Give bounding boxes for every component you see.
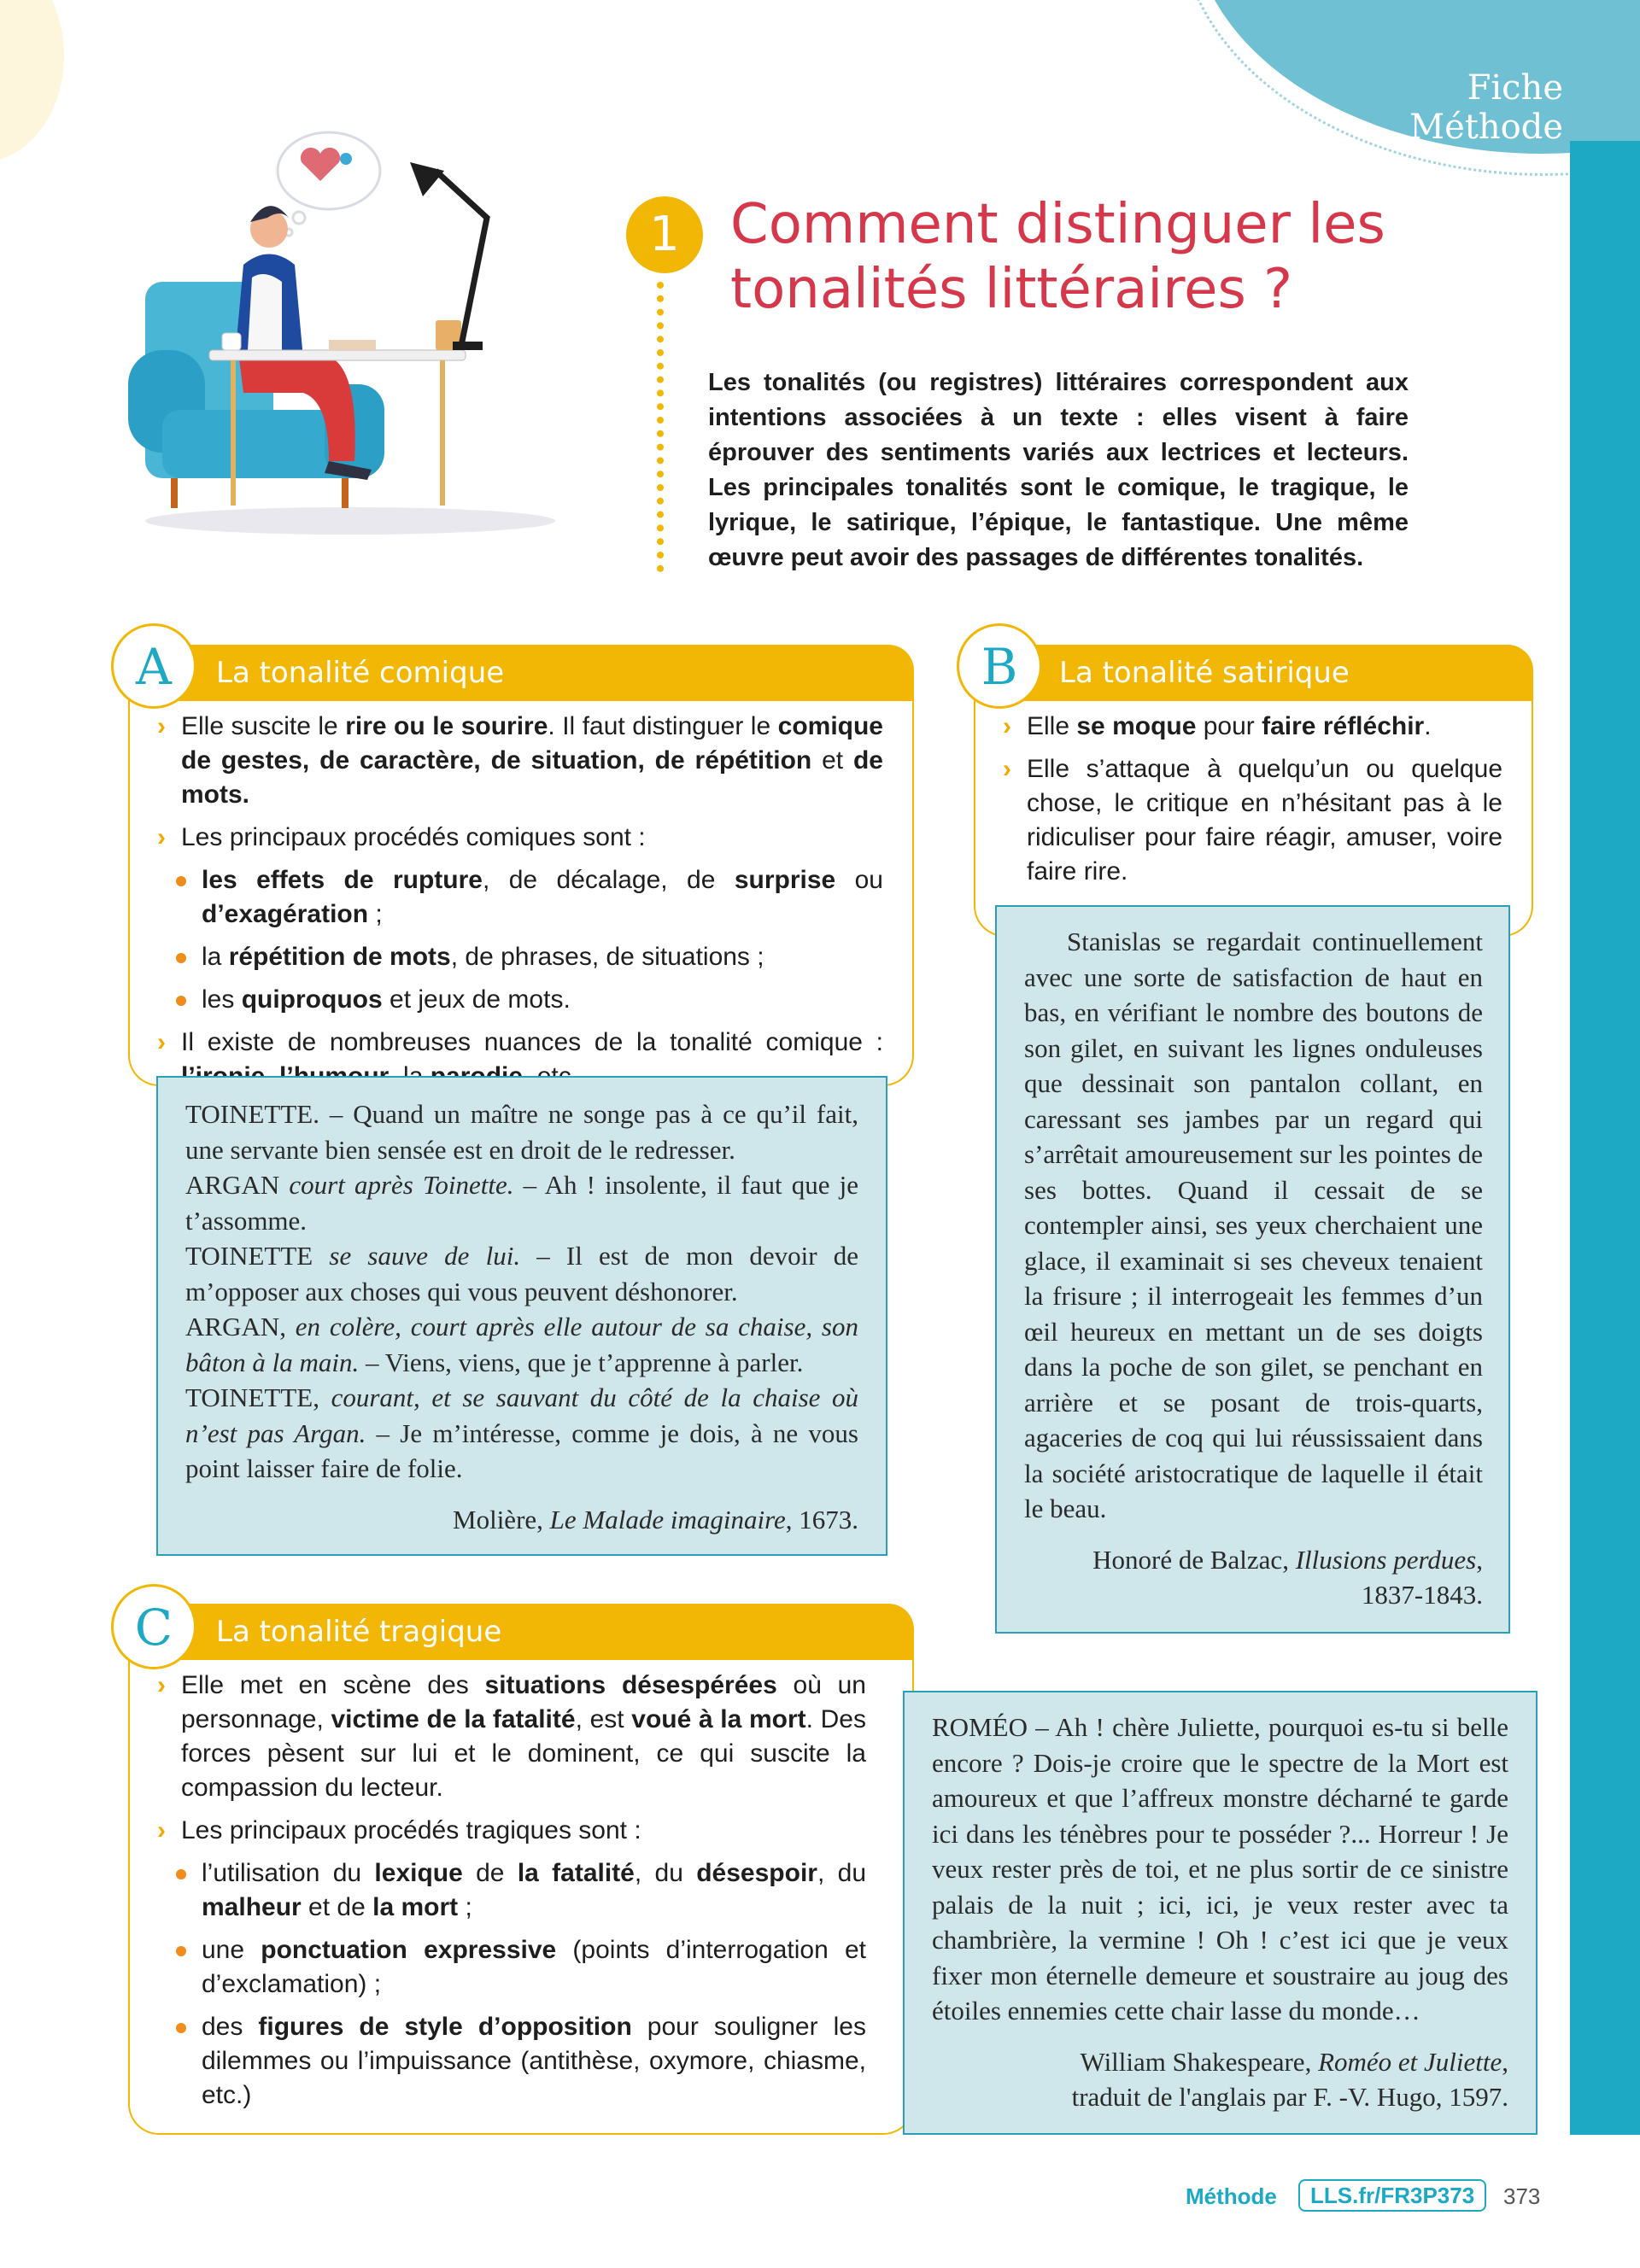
intro-paragraph: Les tonalités (ou registres) littéraires correspondent aux intentions associées à un texte : elles visent à faire éprouver des sentiments variés aux lectrices et lecteurs. Les principales tonalités sont le comique, le tragique, le lyrique, le satirique, l’épique, le fantastique. Une même œuvre peut avoir des passages de différentes tonalités. — [708, 369, 1409, 571]
chevron-right-icon: › — [157, 823, 166, 851]
list-item: › Elle suscite le rire ou le sourire. Il faut distinguer le comique de gestes, de caractère, de situation, de répétition et de mots. — [157, 710, 883, 812]
chevron-right-icon: › — [1003, 712, 1011, 740]
bullet-dot-icon — [176, 1869, 186, 1879]
quote-text: TOINETTE. – Quand un maître ne songe pas à ce qu’il fait, une servante bien sensée est en droit de le redresser. ARGAN court après Toinette. – Ah ! insolente, il faut que je t’assomme. TOINETTE se sauve de lui. – Il est de mon devoir de m’opposer aux choses qui vous peuvent déshonorer. ARGAN, en colère, court après elle autour de sa chaise, son bâton à la main. – Viens, viens, que je t’apprenne à parler. TOINETTE, courant, et se sauvant du côté de la chaise où n’est pas Argan. – Je m’intéresse, comme je dois, à ne vous point laisser faire de folie. — [185, 1099, 859, 1483]
reader-at-desk-illustration — [128, 128, 564, 538]
bullet-dot-icon — [176, 1946, 186, 1956]
bullet-dot-icon — [176, 2023, 186, 2033]
section-a — [128, 645, 914, 1084]
bullet-dot-icon — [176, 953, 186, 963]
quote-box-shakespeare — [903, 1691, 1538, 2135]
section-a-header — [128, 645, 914, 701]
section-b-body — [974, 701, 1533, 937]
chevron-right-icon: › — [157, 712, 166, 740]
quote-box-balzac — [995, 905, 1510, 1634]
section-letter-a: A — [111, 623, 196, 709]
list-item: › Elle s’attaque à quelqu’un ou quelque chose, le critique en n’hésitant pas à le ridiculiser pour faire réagir, amuser, voire faire rire. — [1003, 752, 1502, 889]
page-title-line: tonalités littéraires ? — [730, 258, 1293, 321]
quote-source: Honoré de Balzac, Illusions perdues, 1837-1843. — [1092, 1544, 1483, 1610]
list-item: › Les principaux procédés tragiques sont : — [157, 1814, 866, 1848]
section-letter-c: C — [111, 1584, 196, 1669]
page-title-line: Comment distinguer les — [730, 193, 1385, 256]
section-c-title: La tonalité tragique — [216, 1615, 502, 1649]
list-item: › Elle se moque pour faire réfléchir. — [1003, 710, 1502, 744]
section-letter-b: B — [957, 623, 1042, 709]
sub-list-item: l’utilisation du lexique de la fatalité, du désespoir, du malheur et de la mort ; — [157, 1856, 866, 1925]
list-item: › Les principaux procédés comiques sont : — [157, 821, 883, 855]
sub-list-item: les effets de rupture, de décalage, de surprise ou d’exagération ; — [157, 863, 883, 932]
fiche-label: Fiche Méthode — [1409, 68, 1563, 147]
sub-list-item: une ponctuation expressive (points d’interrogation et d’exclamation) ; — [157, 1933, 866, 2002]
section-b-header — [974, 645, 1533, 701]
quote-box-moliere — [156, 1076, 887, 1556]
page-number: 373 — [1503, 2183, 1541, 2209]
quote-text: Stanislas se regardait continuellement avec une sorte de satisfaction de haut en bas, en vérifiant le nombre des boutons de son gilet, en suivant les lignes onduleuses que dessinait son pantalon collant, en caressant ses jambes par un regard qui s’arrêtait amoureusement sur les pointes de ses bottes. Quand il cessait de se contempler ainsi, ses yeux cherchaient une glace, il examinait si ses cheveux tenaient la frisure ; il interrogeait les femmes d’un œil heureux en mettant un de ses doigts dans la poche de son gilet, se penchant en arrière et se posant de trois-quarts, agaceries de coq qui lui réussissaient dans la société aristocratique de laquelle il était le beau. — [1024, 926, 1483, 1523]
section-a-title: La tonalité comique — [216, 656, 505, 690]
section-c — [128, 1604, 914, 2133]
section-c-body — [128, 1660, 914, 2135]
quote-source: Molière, Le Malade imaginaire, 1673. — [453, 1504, 858, 1534]
section-b-title: La tonalité satirique — [1059, 656, 1350, 690]
list-item: › Elle met en scène des situations désespérées où un personnage, victime de la fatalité, est voué à la mort. Des forces pèsent sur lui et le dominent, ce qui suscite la compassion du lecteur. — [157, 1669, 866, 1805]
sub-list-item: les quiproquos et jeux de mots. — [157, 983, 883, 1017]
footer-section-label: Méthode — [1186, 2183, 1277, 2209]
sub-list-item: des figures de style d’opposition pour souligner les dilemmes ou l’impuissance (antithèse, oxymore, chiasme, etc.) — [157, 2010, 866, 2113]
sub-list-item: la répétition de mots, de phrases, de situations ; — [157, 940, 883, 974]
fiche-number-badge: 1 — [626, 196, 703, 273]
list-item: › Il existe de nombreuses nuances de la tonalité comique : — [157, 1026, 883, 1094]
section-b — [974, 645, 1533, 935]
corner-decoration — [0, 0, 64, 162]
chevron-right-icon: › — [157, 1816, 166, 1844]
dotted-divider — [657, 282, 664, 572]
side-color-bar — [1570, 141, 1640, 2135]
footer-link[interactable]: LLS.fr/FR3P373 — [1298, 2179, 1486, 2212]
chevron-right-icon: › — [157, 1671, 166, 1699]
page-title — [730, 192, 1499, 322]
quote-text: ROMÉO – Ah ! chère Juliette, pourquoi es-tu si belle encore ? Dois-je croire que le spectre de la Mort est amoureux et que l’affreux monstre décharné te garde ici dans les ténèbres pour te posséder ?... Horreur ! Je veux rester près de toi, et ne plus sortir de ce sinistre palais de la nuit ; ici, ici, je veux rester avec ta chambrière, la vermine ! Oh ! c’est ici que je veux fixer mon éternelle demeure et soustraire au joug des étoiles ennemies cette chair lasse du monde… — [932, 1712, 1508, 2025]
section-c-header — [128, 1604, 914, 1660]
chevron-right-icon: › — [157, 1028, 166, 1056]
bullet-dot-icon — [176, 876, 186, 886]
quote-source: William Shakespeare, Roméo et Juliette, traduit de l'anglais par F. -V. Hugo, 1597. — [1071, 2046, 1508, 2112]
chevron-right-icon: › — [1003, 755, 1011, 783]
bullet-dot-icon — [176, 996, 186, 1006]
section-a-body — [128, 701, 914, 1086]
